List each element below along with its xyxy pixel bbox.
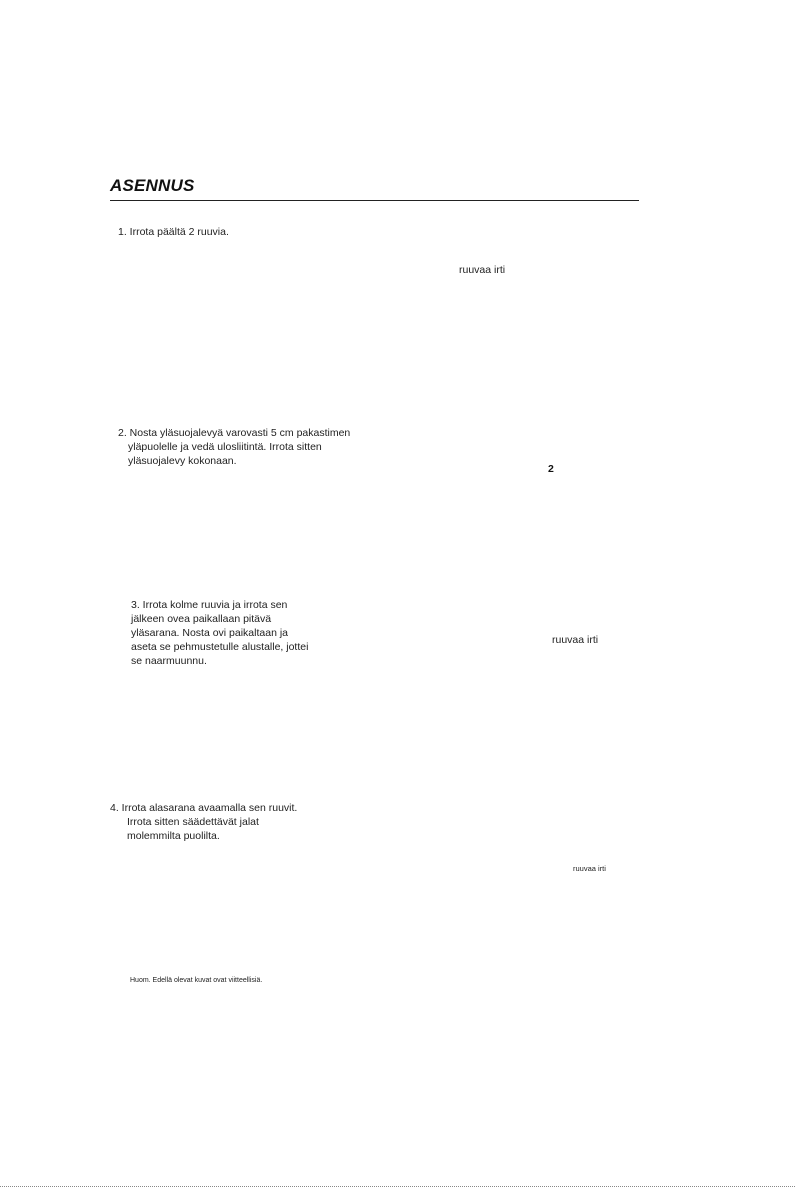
step-2-line: 2. Nosta yläsuojalevyä varovasti 5 cm pakastimen	[118, 427, 351, 439]
step-1-callout: ruuvaa irti	[459, 264, 506, 276]
step-4-line: molemmilta puolilta.	[127, 830, 220, 842]
step-2-line: yläsuojalevy kokonaan.	[128, 455, 237, 467]
step-3-line: jälkeen ovea paikallaan pitävä	[131, 613, 272, 625]
step-2-line: yläpuolelle ja vedä ulosliitintä. Irrota sitten	[128, 441, 322, 453]
step-1-text	[118, 225, 229, 239]
step-2-callout: 2	[548, 463, 554, 475]
step-4-line: 4. Irrota alasarana avaamalla sen ruuvit.	[110, 802, 298, 814]
step-3-text	[131, 598, 308, 668]
step-4-text	[110, 801, 297, 843]
step-3-line: yläsarana. Nosta ovi paikaltaan ja	[131, 627, 289, 639]
step-3-line: 3. Irrota kolme ruuvia ja irrota sen	[131, 599, 288, 611]
step-4-line: Irrota sitten säädettävät jalat	[127, 816, 259, 828]
step-3-line: aseta se pehmustetulle alustalle, jottei	[131, 641, 309, 653]
page-footer-divider	[0, 1186, 795, 1187]
section-title: ASENNUS	[110, 176, 195, 195]
step-2-text	[118, 426, 350, 468]
step-1-line: 1. Irrota päältä 2 ruuvia.	[118, 226, 229, 238]
step-3-line: se naarmuunnu.	[131, 655, 207, 667]
title-divider	[110, 200, 639, 201]
step-4-callout: ruuvaa irti	[573, 864, 606, 873]
step-3-callout: ruuvaa irti	[552, 634, 599, 646]
disclaimer-note: Huom. Edellä olevat kuvat ovat viitteellisiä.	[130, 977, 263, 984]
